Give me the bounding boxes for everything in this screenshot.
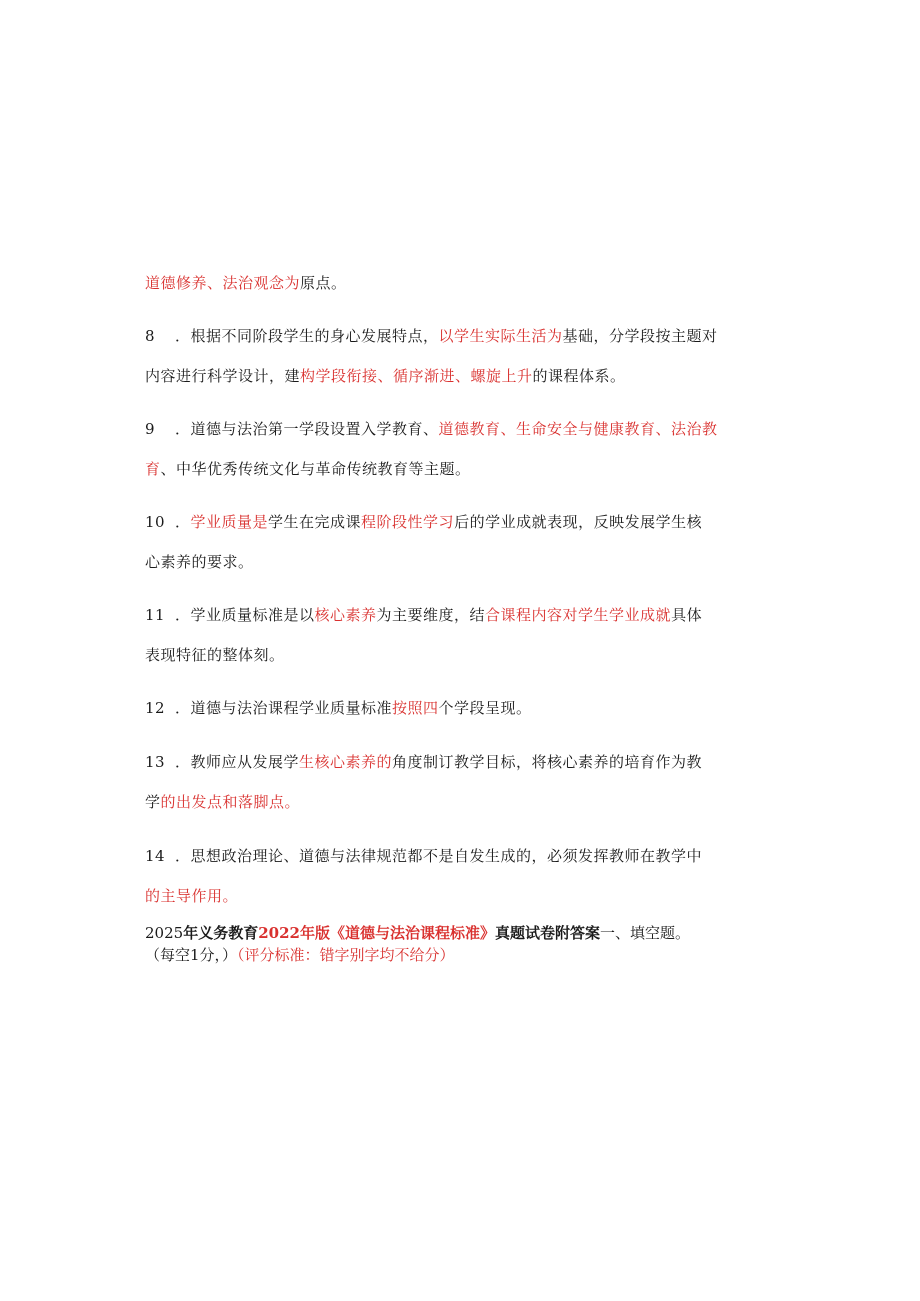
item-2-line-0 xyxy=(145,418,718,440)
item-2-line-1 xyxy=(145,458,471,480)
question-text: ．思想政治理论、道德与法律规范都不是自发生成的，必须发挥教师在教学中 xyxy=(175,847,703,865)
line2-segment: （评分标准：错字别字均不给分） xyxy=(237,946,455,964)
line1-segment: 真题试卷附答案 xyxy=(494,924,600,942)
item-3-line-1 xyxy=(145,551,254,573)
item-4-line-0 xyxy=(145,604,702,626)
answer-text: 学业质量是 xyxy=(190,513,269,531)
answer-text: 道德教育、生命安全与健康教育、法治教 xyxy=(438,420,718,438)
question-text: 个学段呈现。 xyxy=(438,699,532,717)
question-text: 角度制订教学目标，将核心素养的培育作为教 xyxy=(392,753,703,771)
question-text: 原点。 xyxy=(300,274,347,292)
question-text: ．道德与法治课程学业质量标准 xyxy=(175,699,393,717)
item-number: 13 xyxy=(145,753,166,771)
answer-text: 生核心素养的 xyxy=(299,753,393,771)
item-1-line-1 xyxy=(145,365,626,387)
line2-segment: （每空1分，） xyxy=(145,946,238,964)
item-5-line-0 xyxy=(145,697,532,719)
answer-text: 以学生实际生活为 xyxy=(438,327,563,345)
question-text: 、中华优秀传统文化与革命传统教育等主题。 xyxy=(160,460,471,478)
item-number: 14 xyxy=(145,847,166,865)
question-text: 学生在完成课 xyxy=(268,513,362,531)
item-3-line-0 xyxy=(145,511,702,533)
question-text: ．教师应从发展学 xyxy=(175,753,300,771)
scoring-note xyxy=(145,945,455,965)
answer-text: 按照四 xyxy=(392,699,439,717)
item-0-line-0 xyxy=(145,272,347,294)
answer-text: 的出发点和落脚点。 xyxy=(160,793,301,811)
question-text: 的课程体系。 xyxy=(532,367,626,385)
question-text: 具体 xyxy=(671,606,703,624)
item-number: 8 xyxy=(145,327,156,345)
question-text: 学 xyxy=(145,793,161,811)
answer-text: 构学段衔接、循序渐进、螺旋上升 xyxy=(300,367,533,385)
answer-text: 合课程内容对学生学业成就 xyxy=(485,606,672,624)
question-text: ． xyxy=(175,513,191,531)
item-6-line-1 xyxy=(145,791,300,813)
answer-text: 核心素养 xyxy=(314,606,377,624)
line1-segment: 一、填空题。 xyxy=(599,924,690,942)
line1-segment: 年义务教育 xyxy=(183,924,259,942)
answer-text: 育 xyxy=(145,460,161,478)
question-text: 心素养的要求。 xyxy=(145,553,254,571)
item-1-line-0 xyxy=(145,325,718,347)
item-number: 11 xyxy=(145,606,166,624)
item-number: 10 xyxy=(145,513,166,531)
item-number: 12 xyxy=(145,699,166,717)
question-text: 内容进行科学设计，建 xyxy=(145,367,301,385)
item-6-line-0 xyxy=(145,751,702,773)
answer-text: 道德修养、法治观念为 xyxy=(145,274,301,292)
answer-text: 程阶段性学习 xyxy=(361,513,455,531)
question-text: ．根据不同阶段学生的身心发展特点， xyxy=(175,327,439,345)
question-text: 后的学业成就表现，反映发展学生核 xyxy=(454,513,703,531)
exam-title xyxy=(145,923,690,943)
item-7-line-0 xyxy=(145,845,702,867)
item-7-line-1 xyxy=(145,885,238,907)
item-number: 9 xyxy=(145,420,156,438)
item-4-line-1 xyxy=(145,644,285,666)
line1-segment: 2025 xyxy=(145,924,184,942)
question-text: 为主要维度，结 xyxy=(376,606,486,624)
question-text: 表现特征的整体刻。 xyxy=(145,646,285,664)
line1-segment: 2022年版《道德与法治课程标准》 xyxy=(258,924,495,942)
question-text: ．道德与法治第一学段设置入学教育、 xyxy=(175,420,439,438)
question-text: ．学业质量标准是以 xyxy=(175,606,315,624)
question-text: 基础，分学段按主题对 xyxy=(562,327,718,345)
answer-text: 的主导作用。 xyxy=(145,887,239,905)
